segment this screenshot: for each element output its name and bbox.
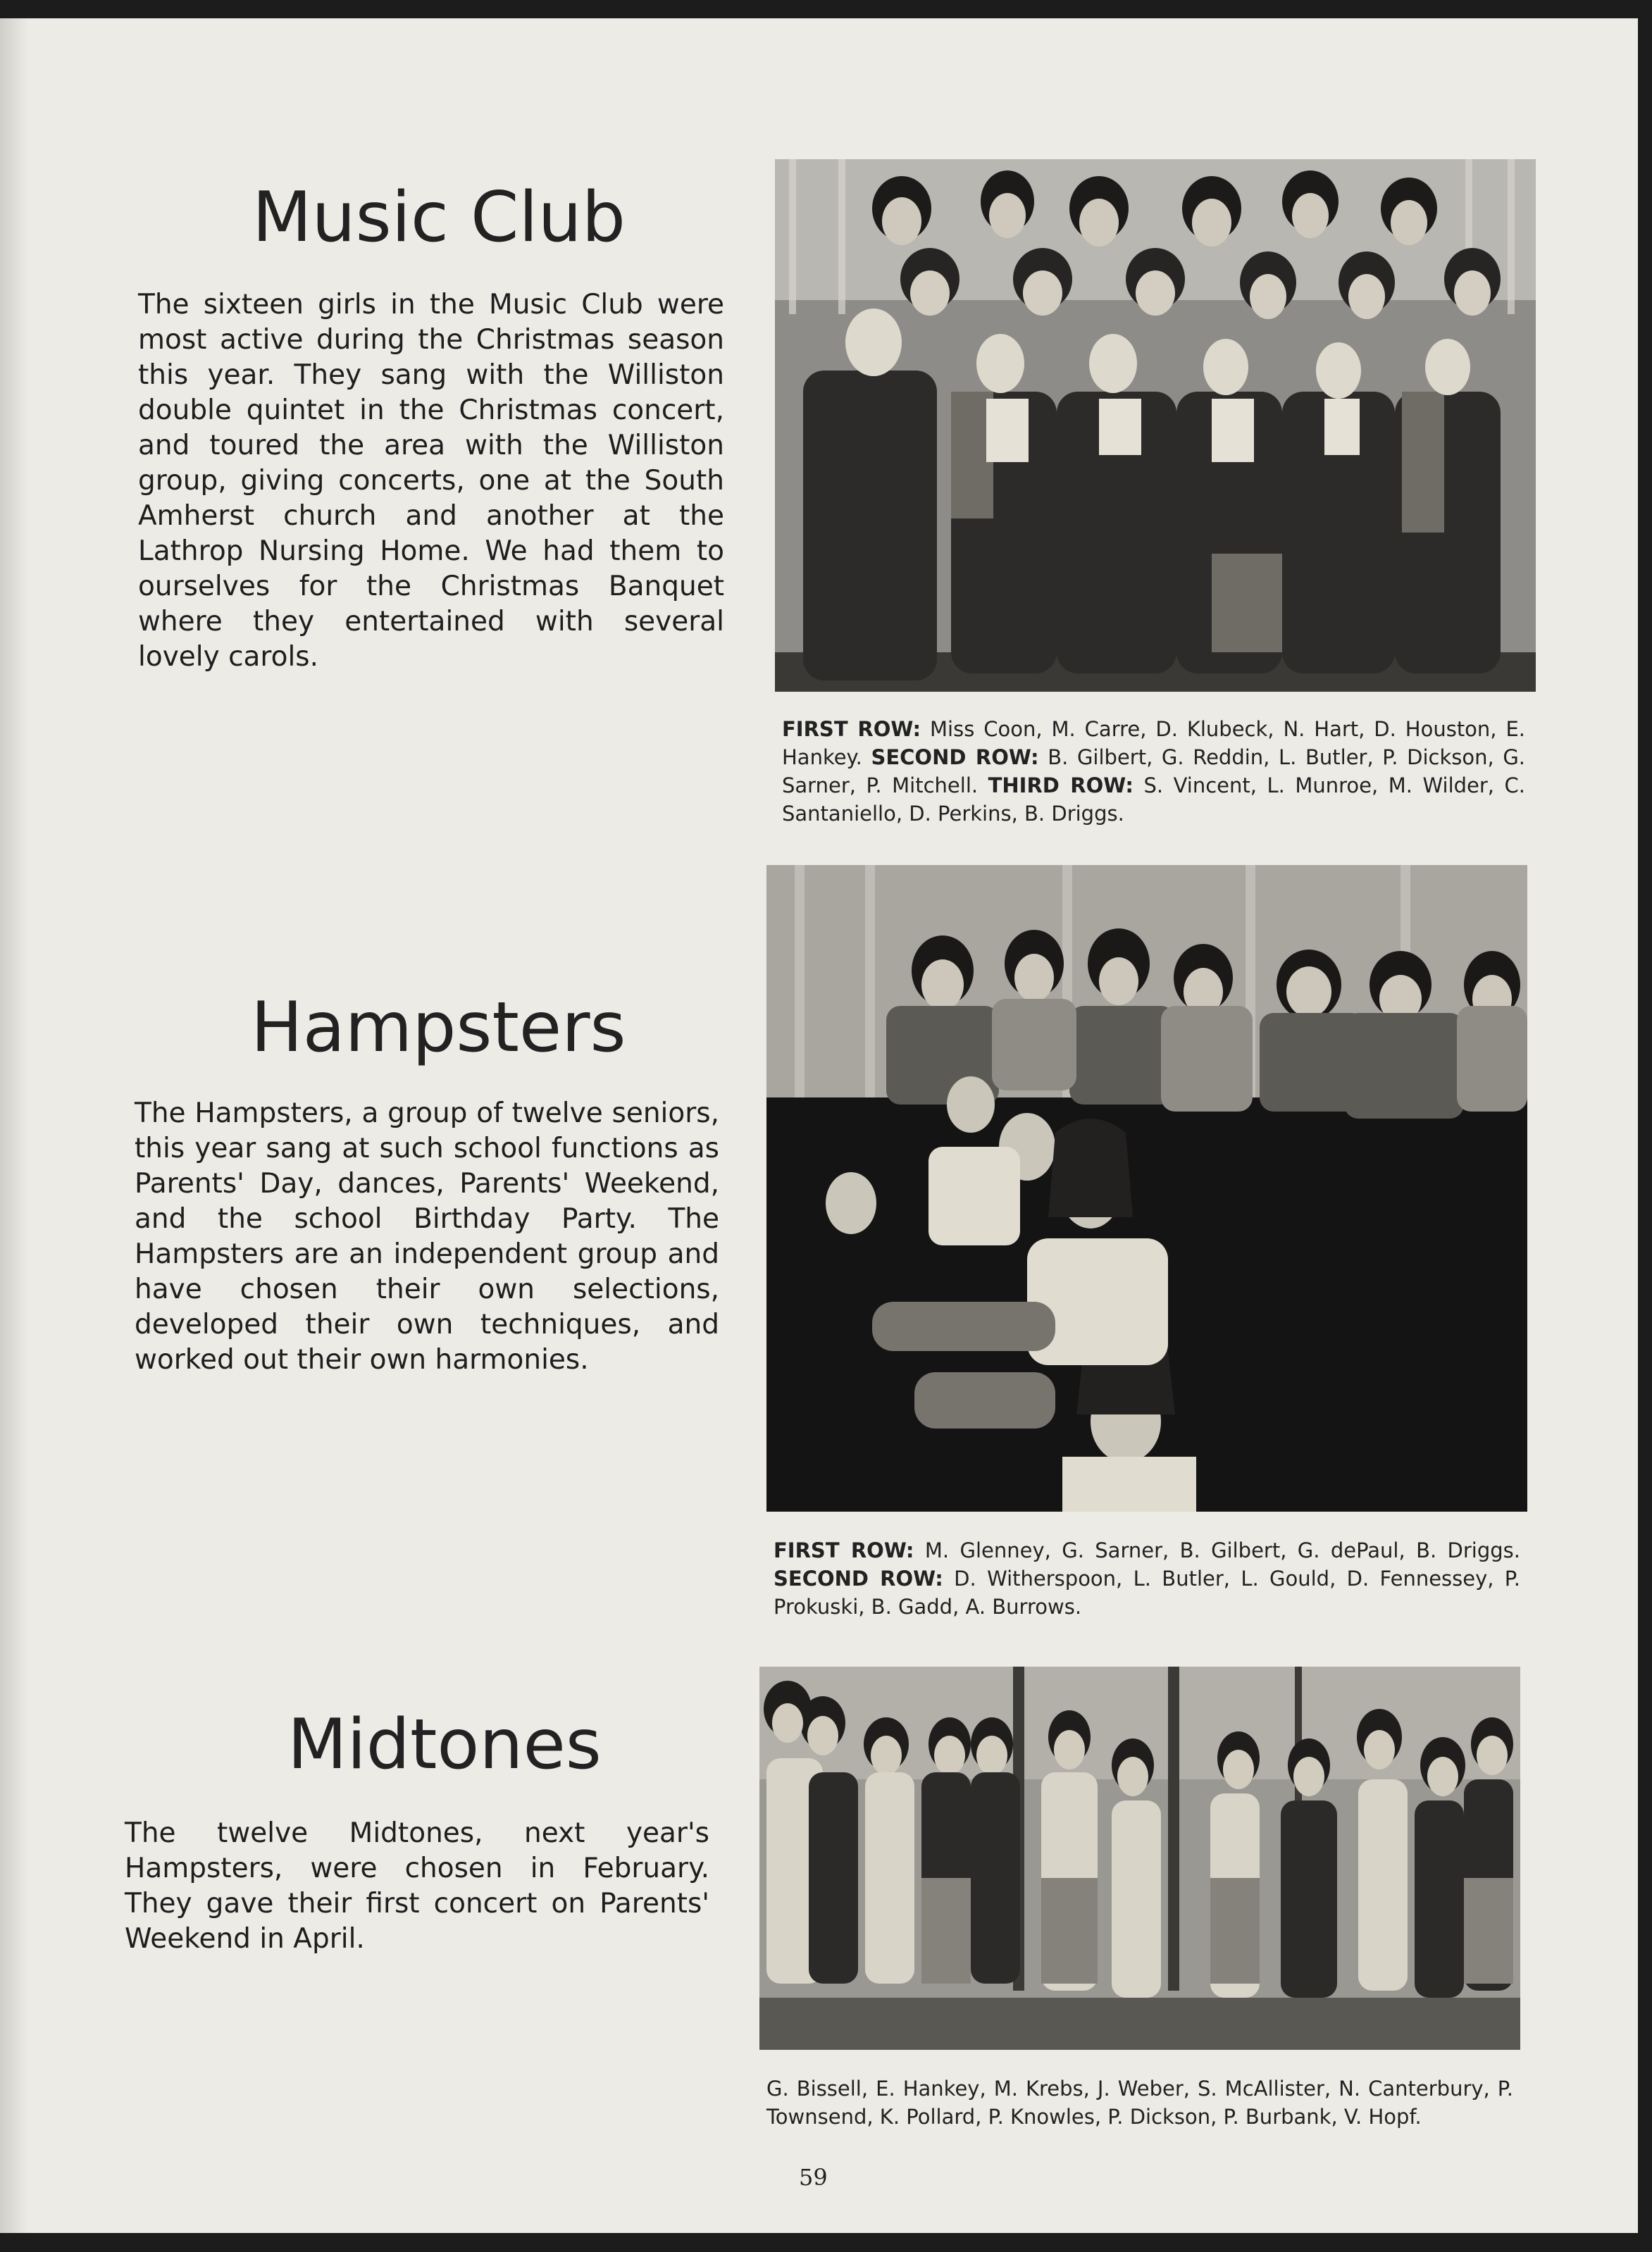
music-club-caption-row2-label: SECOND ROW: [871,745,1039,769]
hampsters-caption-row2-names: D. Witherspoon, L. Butler, L. Gould, D. Fennessey, P. Prokuski, B. Gadd, A. Burrows. [774,1567,1520,1619]
hampsters-title: Hampsters [251,988,626,1068]
music-club-photo-image [775,159,1536,692]
music-club-title: Music Club [252,178,626,258]
scan-border-right [1638,0,1652,2252]
hampsters-caption-row2-label: SECOND ROW: [774,1567,943,1591]
midtones-title: Midtones [287,1705,602,1785]
hampsters-description: The Hampsters, a group of twelve seniors, this year sang at such school functions as Parents' Day, dances, Parents' Weekend, and the school Birthday Party. The Hampsters are an independent group and have chosen their own selections, developed their own techniques, and worked out their own harmonies. [135,1097,719,1376]
scan-border-top [0,0,1652,18]
music-club-caption-row1-label: FIRST ROW: [782,717,921,741]
music-club-caption-row1-names: Miss Coon, M. Carre, D. Klubeck, N. Hart, D. Houston, E. Hankey. [782,717,1525,769]
scan-border-bottom [0,2233,1652,2252]
midtones-photo [759,1667,1520,2050]
music-club-caption-row3-label: THIRD ROW: [988,773,1134,797]
hampsters-caption-row1-names: M. Glenney, G. Sarner, B. Gilbert, G. dePaul, B. Driggs. [914,1538,1520,1562]
music-club-photo [775,159,1536,692]
hampsters-photo-image [766,865,1527,1512]
music-club-caption-row3-names: S. Vincent, L. Munroe, M. Wilder, C. Santaniello, D. Perkins, B. Driggs. [782,773,1525,826]
hampsters-caption [774,1536,1520,1621]
midtones-description: The twelve Midtones, next year's Hampsters, were chosen in February. They gave their first concert on Parents' Weekend in April. [125,1817,709,1955]
binding-shadow [0,0,28,2252]
midtones-caption: G. Bissell, E. Hankey, M. Krebs, J. Weber, S. McAllister, N. Canterbury, P. Townsend, K. Pollard, P. Knowles, P. Dickson, P. Burbank, V. Hopf. [766,2077,1513,2129]
music-club-caption-row2-names: B. Gilbert, G. Reddin, L. Butler, P. Dickson, G. Sarner, P. Mitchell. [782,745,1526,797]
hampsters-caption-row1-label: FIRST ROW: [774,1538,914,1562]
music-club-description: The sixteen girls in the Music Club were most active during the Christmas season this year. They sang with the Williston double quintet in the Christmas concert, and toured the area with the Williston group, giving concerts, one at the South Amherst church and another at the Lathrop Nursing Home. We had them to ourselves for the Christmas Banquet where they entertained with several lovely carols. [138,289,724,673]
music-club-caption [782,715,1525,828]
midtones-photo-image [759,1667,1520,2050]
hampsters-photo [766,865,1527,1512]
page-number: 59 [799,2164,828,2191]
